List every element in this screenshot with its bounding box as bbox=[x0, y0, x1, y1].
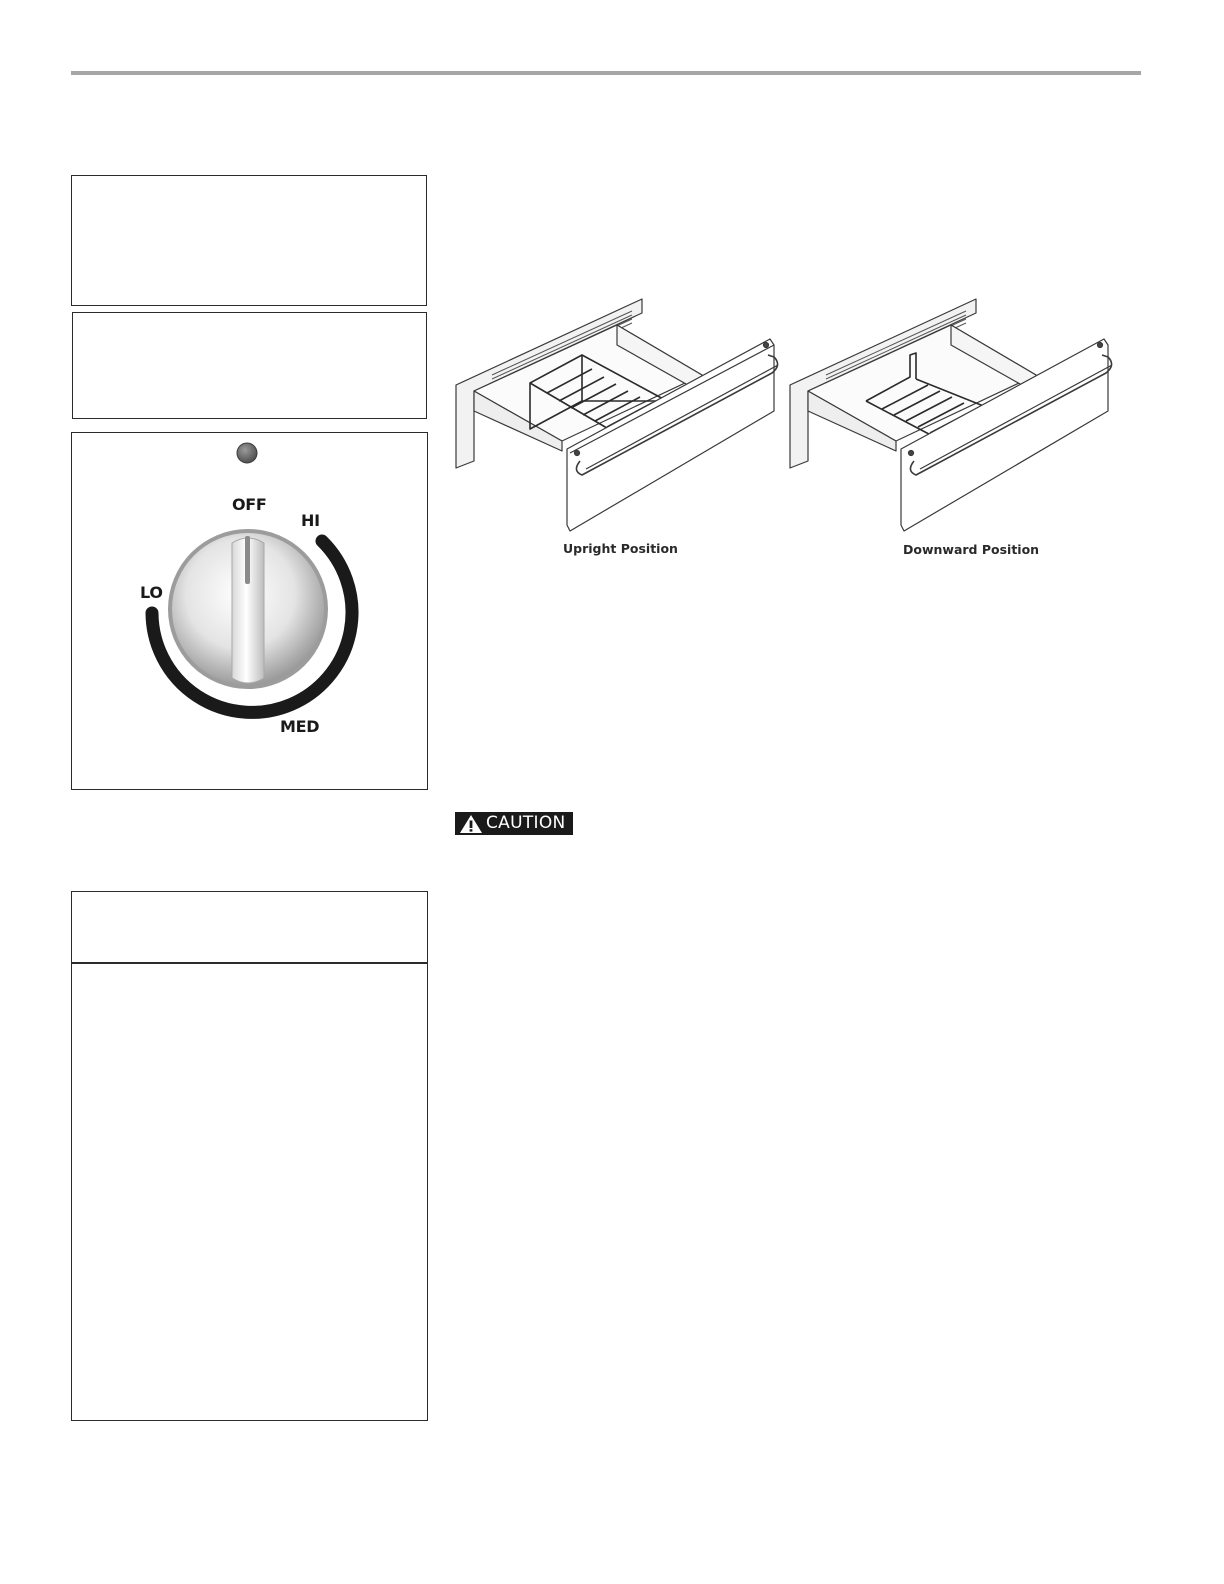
text-box-2 bbox=[72, 312, 427, 419]
dial-label-off: OFF bbox=[232, 495, 267, 514]
warning-triangle-icon bbox=[459, 814, 483, 834]
dial-label-lo: LO bbox=[140, 583, 163, 602]
dial-label-hi: HI bbox=[301, 511, 320, 530]
header-rule bbox=[71, 71, 1141, 75]
caution-text: CAUTION bbox=[486, 813, 566, 833]
caution-label bbox=[455, 812, 573, 835]
dial-label-med: MED bbox=[280, 717, 320, 736]
table-header-divider bbox=[72, 962, 427, 964]
upright-caption: Upright Position bbox=[563, 541, 678, 556]
text-box-1 bbox=[71, 175, 427, 306]
upright-drawer-icon bbox=[452, 293, 792, 543]
table-box bbox=[71, 891, 428, 1421]
control-knob-panel bbox=[71, 432, 428, 790]
downward-caption: Downward Position bbox=[903, 542, 1040, 557]
control-knob-icon bbox=[72, 433, 429, 791]
indicator-light-icon bbox=[237, 443, 257, 463]
downward-drawer-icon bbox=[786, 293, 1131, 543]
